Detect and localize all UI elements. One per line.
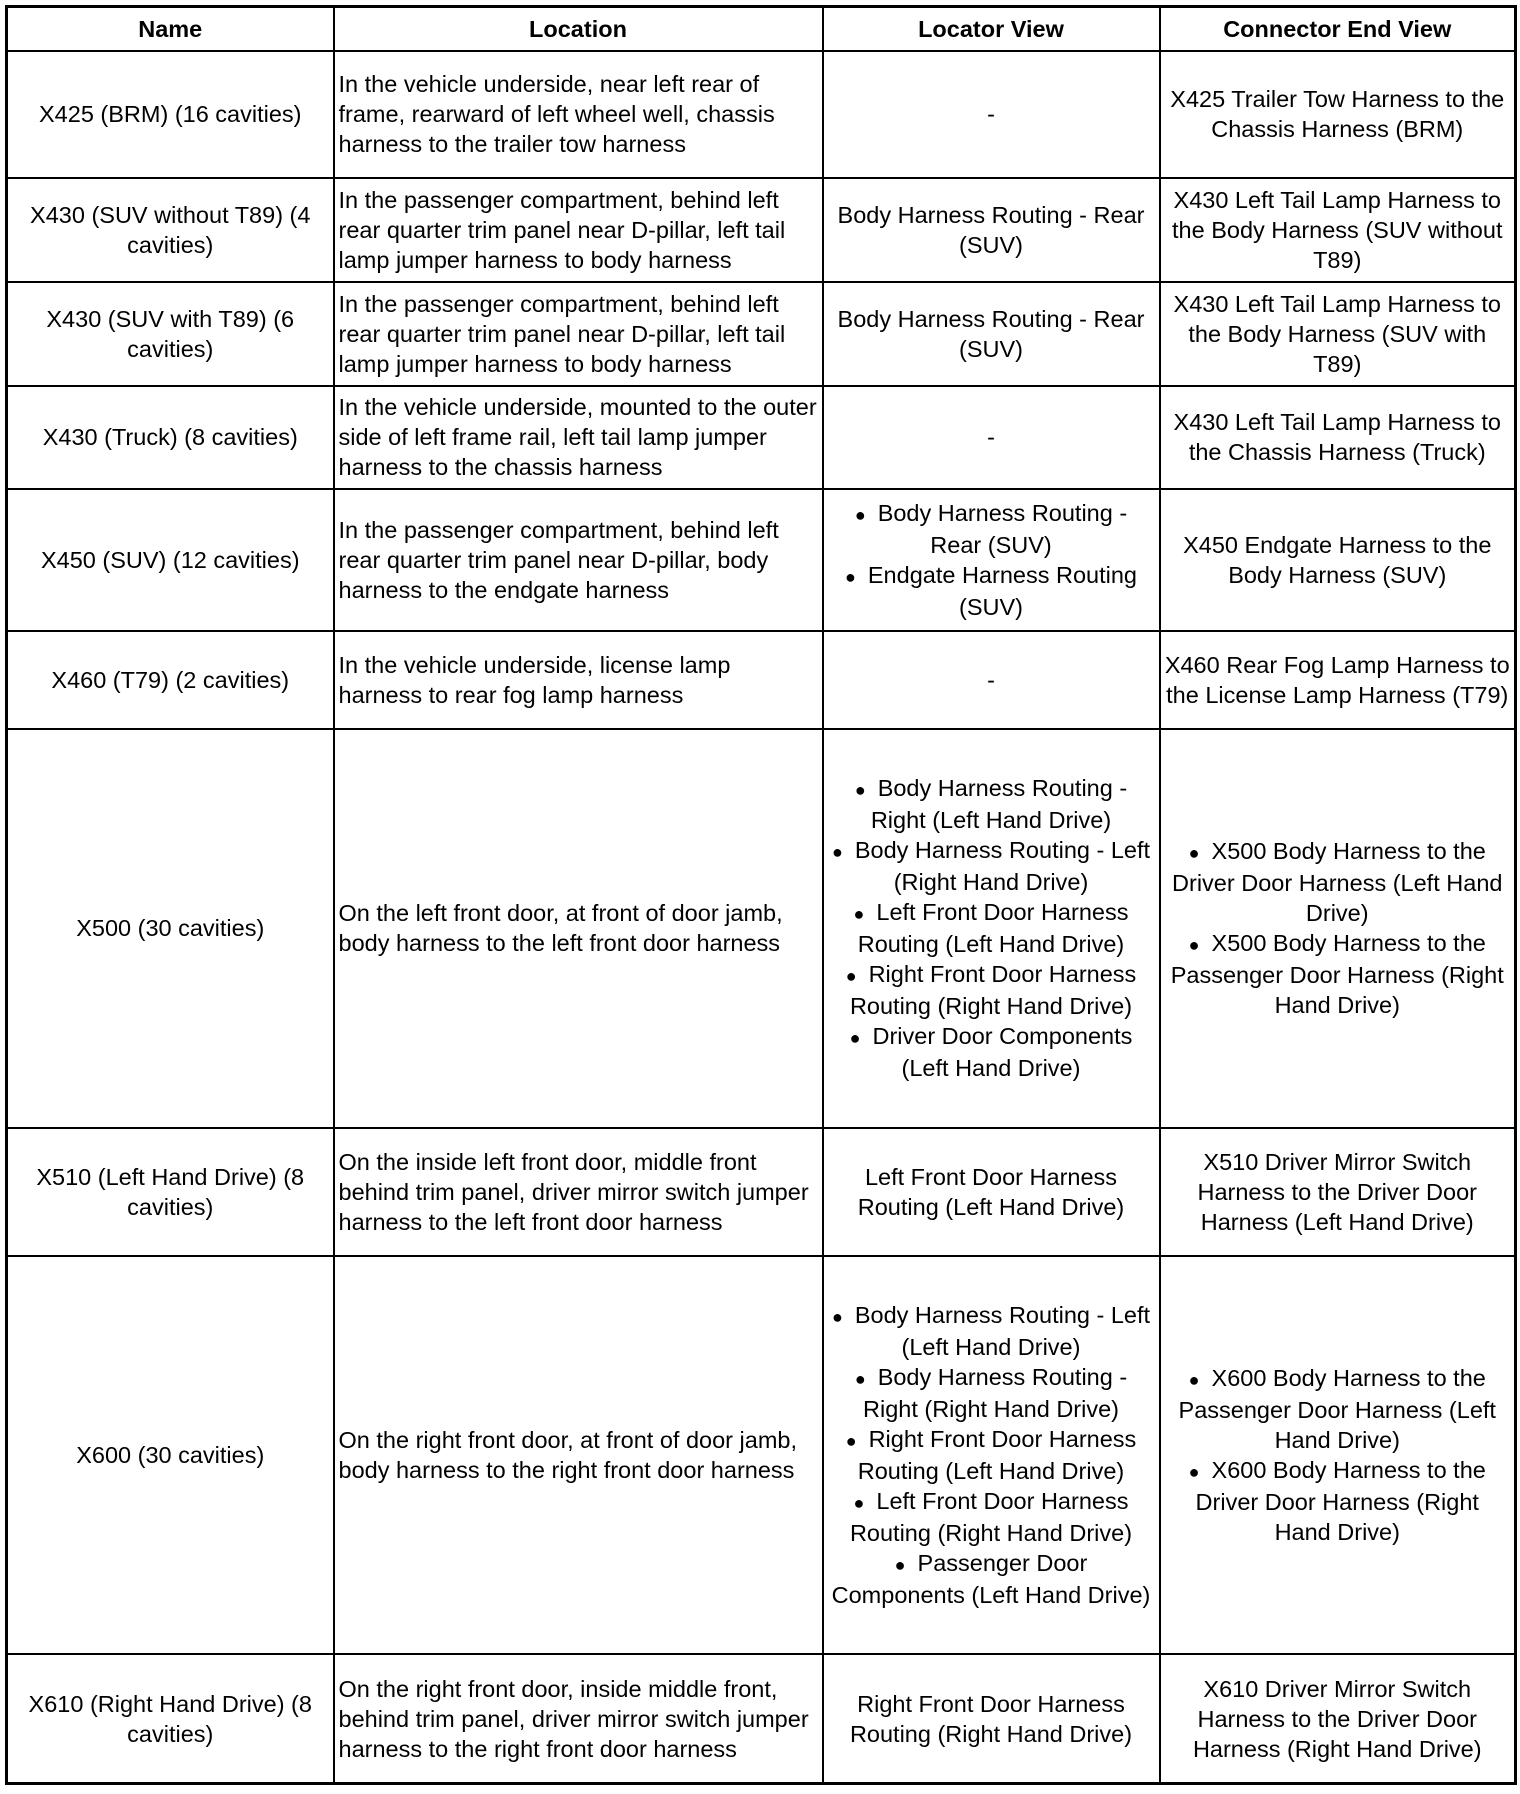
connector-end-view-list xyxy=(1165,836,1511,1020)
locator-view-text: Right Front Door Harness Routing (Right Hand Drive) xyxy=(849,1690,1133,1747)
connector-end-view-cell xyxy=(1160,1654,1516,1783)
connector-name: X600 (30 cavities) xyxy=(7,1256,334,1655)
locator-view-item: ● Body Harness Routing - Left (Left Hand Drive) xyxy=(828,1300,1155,1362)
table-body xyxy=(7,51,1516,1784)
locator-view-item: ● Body Harness Routing - Left (Right Hand Drive) xyxy=(828,835,1155,897)
table-row xyxy=(7,1654,1516,1783)
connector-name: X425 (BRM) (16 cavities) xyxy=(7,51,334,178)
connector-end-view-text: X425 Trailer Tow Harness to the Chassis Harness (BRM) xyxy=(1170,86,1505,143)
connector-name: X460 (T79) (2 cavities) xyxy=(7,631,334,729)
locator-view-list xyxy=(828,498,1155,622)
locator-view-text: - xyxy=(987,424,995,451)
locator-view-item: ● Right Front Door Harness Routing (Left Hand Drive) xyxy=(828,1424,1155,1486)
locator-view-cell xyxy=(823,51,1160,178)
connector-end-view-item: ● X600 Body Harness to the Driver Door Harness (Right Hand Drive) xyxy=(1165,1455,1511,1547)
header-name: Name xyxy=(7,7,334,52)
connector-end-view-item: ● X600 Body Harness to the Passenger Door Harness (Left Hand Drive) xyxy=(1165,1363,1511,1455)
locator-view-cell xyxy=(823,1128,1160,1256)
header-connector-end-view: Connector End View xyxy=(1160,7,1516,52)
locator-view-item: ● Passenger Door Components (Left Hand Drive) xyxy=(828,1548,1155,1610)
connector-table xyxy=(5,5,1517,1785)
locator-view-item: ● Body Harness Routing - Right (Left Hand Drive) xyxy=(828,773,1155,835)
locator-view-cell xyxy=(823,1256,1160,1655)
connector-location: In the passenger compartment, behind left rear quarter trim panel near D-pillar, left tail lamp jumper harness to body harness xyxy=(334,282,823,386)
locator-view-item: ● Body Harness Routing - Right (Right Hand Drive) xyxy=(828,1362,1155,1424)
connector-end-view-cell xyxy=(1160,729,1516,1128)
connector-end-view-cell xyxy=(1160,631,1516,729)
connector-end-view-cell xyxy=(1160,178,1516,282)
locator-view-list xyxy=(828,773,1155,1083)
table-row xyxy=(7,631,1516,729)
connector-end-view-item: ● X500 Body Harness to the Driver Door Harness (Left Hand Drive) xyxy=(1165,836,1511,928)
locator-view-text: - xyxy=(987,101,995,128)
connector-name: X450 (SUV) (12 cavities) xyxy=(7,489,334,630)
table-row xyxy=(7,282,1516,386)
locator-view-cell xyxy=(823,386,1160,490)
connector-name: X500 (30 cavities) xyxy=(7,729,334,1128)
connector-location: On the right front door, inside middle front, behind trim panel, driver mirror switch jumper harness to the right front door harness xyxy=(334,1654,823,1783)
locator-view-item: ● Left Front Door Harness Routing (Left Hand Drive) xyxy=(828,897,1155,959)
locator-view-cell xyxy=(823,631,1160,729)
connector-location: On the left front door, at front of door jamb, body harness to the left front door harness xyxy=(334,729,823,1128)
connector-location: On the inside left front door, middle front behind trim panel, driver mirror switch jumper harness to the left front door harness xyxy=(334,1128,823,1256)
locator-view-text: Left Front Door Harness Routing (Left Hand Drive) xyxy=(857,1163,1125,1220)
connector-location: In the vehicle underside, near left rear of frame, rearward of left wheel well, chassis harness to the trailer tow harness xyxy=(334,51,823,178)
connector-end-view-cell xyxy=(1160,51,1516,178)
connector-end-view-cell xyxy=(1160,489,1516,630)
locator-view-cell xyxy=(823,729,1160,1128)
locator-view-text: Body Harness Routing - Rear (SUV) xyxy=(837,305,1145,362)
locator-view-item: ● Right Front Door Harness Routing (Right Hand Drive) xyxy=(828,959,1155,1021)
header-row xyxy=(7,7,1516,52)
locator-view-item: ● Body Harness Routing - Rear (SUV) xyxy=(828,498,1155,560)
table-row xyxy=(7,178,1516,282)
locator-view-item: ● Endgate Harness Routing (SUV) xyxy=(828,560,1155,622)
connector-name: X610 (Right Hand Drive) (8 cavities) xyxy=(7,1654,334,1783)
connector-name: X430 (SUV with T89) (6 cavities) xyxy=(7,282,334,386)
locator-view-cell xyxy=(823,1654,1160,1783)
table-row xyxy=(7,1128,1516,1256)
connector-end-view-text: X430 Left Tail Lamp Harness to the Body Harness (SUV without T89) xyxy=(1172,186,1503,273)
connector-location: In the passenger compartment, behind left rear quarter trim panel near D-pillar, body harness to the endgate harness xyxy=(334,489,823,630)
header-location: Location xyxy=(334,7,823,52)
connector-end-view-cell xyxy=(1160,1128,1516,1256)
locator-view-text: Body Harness Routing - Rear (SUV) xyxy=(837,201,1145,258)
header-locator-view: Locator View xyxy=(823,7,1160,52)
connector-end-view-text: X510 Driver Mirror Switch Harness to the Driver Door Harness (Left Hand Drive) xyxy=(1197,1148,1477,1235)
connector-name: X430 (SUV without T89) (4 cavities) xyxy=(7,178,334,282)
locator-view-item: ● Driver Door Components (Left Hand Drive) xyxy=(828,1021,1155,1083)
connector-end-view-item: ● X500 Body Harness to the Passenger Door Harness (Right Hand Drive) xyxy=(1165,928,1511,1020)
table-row xyxy=(7,1256,1516,1655)
connector-end-view-text: X460 Rear Fog Lamp Harness to the License Lamp Harness (T79) xyxy=(1164,651,1510,708)
table-row xyxy=(7,386,1516,490)
locator-view-cell xyxy=(823,178,1160,282)
locator-view-item: ● Left Front Door Harness Routing (Right Hand Drive) xyxy=(828,1486,1155,1548)
connector-end-view-text: X430 Left Tail Lamp Harness to the Chassis Harness (Truck) xyxy=(1173,409,1501,466)
connector-location: In the passenger compartment, behind left rear quarter trim panel near D-pillar, left tail lamp jumper harness to body harness xyxy=(334,178,823,282)
table-row xyxy=(7,489,1516,630)
connector-location: In the vehicle underside, license lamp harness to rear fog lamp harness xyxy=(334,631,823,729)
connector-location: In the vehicle underside, mounted to the outer side of left frame rail, left tail lamp jumper harness to the chassis harness xyxy=(334,386,823,490)
connector-end-view-text: X610 Driver Mirror Switch Harness to the Driver Door Harness (Right Hand Drive) xyxy=(1192,1675,1482,1762)
locator-view-cell xyxy=(823,282,1160,386)
locator-view-text: - xyxy=(987,666,995,693)
connector-end-view-cell xyxy=(1160,386,1516,490)
connector-end-view-text: X430 Left Tail Lamp Harness to the Body Harness (SUV with T89) xyxy=(1173,290,1501,377)
connector-name: X430 (Truck) (8 cavities) xyxy=(7,386,334,490)
table-row xyxy=(7,729,1516,1128)
locator-view-cell xyxy=(823,489,1160,630)
connector-end-view-cell xyxy=(1160,282,1516,386)
table-row xyxy=(7,51,1516,178)
connector-end-view-cell xyxy=(1160,1256,1516,1655)
locator-view-list xyxy=(828,1300,1155,1610)
connector-location: On the right front door, at front of door jamb, body harness to the right front door harness xyxy=(334,1256,823,1655)
connector-name: X510 (Left Hand Drive) (8 cavities) xyxy=(7,1128,334,1256)
connector-end-view-list xyxy=(1165,1363,1511,1547)
connector-end-view-text: X450 Endgate Harness to the Body Harness (SUV) xyxy=(1183,531,1492,588)
